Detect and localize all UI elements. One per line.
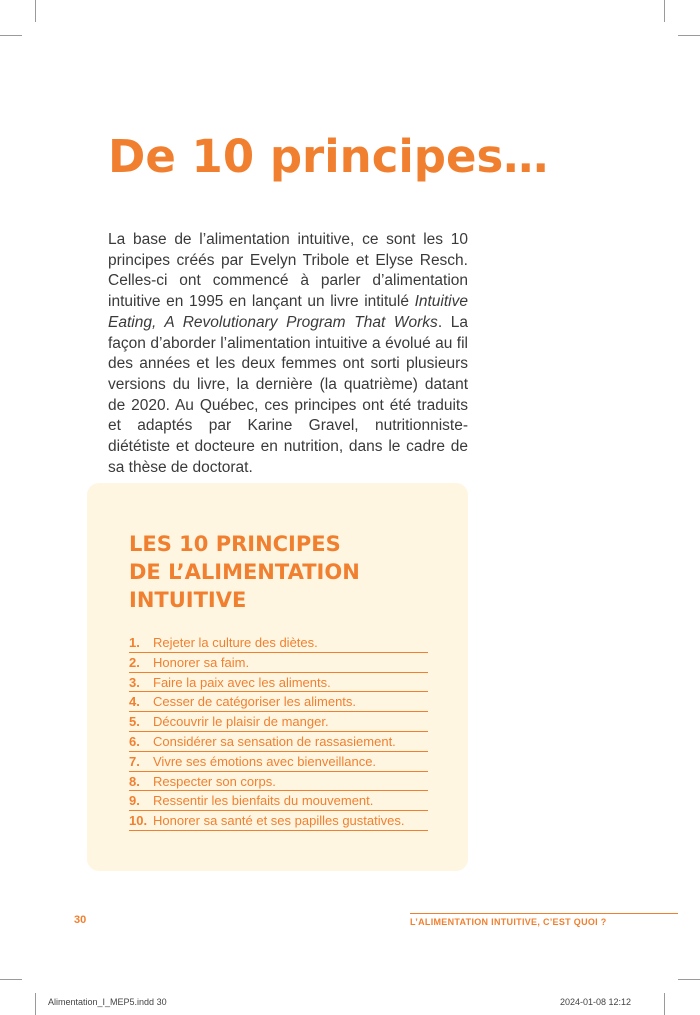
crop-mark-bottom-left-horizontal — [0, 979, 22, 980]
principle-item — [129, 732, 428, 752]
principles-list — [129, 633, 428, 831]
principle-number: 1. — [129, 635, 140, 650]
crop-mark-top-right-vertical — [664, 0, 665, 22]
running-head-rule — [410, 913, 678, 914]
principle-text: Honorer sa faim. — [153, 654, 250, 670]
page-number: 30 — [74, 914, 87, 926]
crop-mark-bottom-left-vertical — [35, 993, 36, 1015]
box-title-line: DE L’ALIMENTATION — [129, 560, 360, 584]
intro-text-part2: . La façon d’aborder l’alimentation intuitive a évolué au fil des années et les deux femmes ont sorti plusieurs versions du livre, la dernière (la quatrième) datant de 2020. Au Québec, ces principes ont été traduits et adaptés par Karine Gravel, nutritionniste-diététiste et docteure en nutrition, dans le cadre de sa thèse de doctorat. — [108, 313, 469, 476]
intro-paragraph — [108, 230, 468, 478]
principle-text: Découvrir le plaisir de manger. — [153, 714, 329, 730]
principle-item — [129, 811, 428, 831]
principle-number: 5. — [129, 714, 140, 730]
principle-text: Ressentir les bienfaits du mouvement. — [153, 793, 374, 809]
principle-text: Respecter son corps. — [153, 773, 276, 789]
running-head: L’ALIMENTATION INTUITIVE, C’EST QUOI ? — [410, 917, 607, 927]
principle-number: 6. — [129, 733, 140, 749]
crop-mark-bottom-right-horizontal — [678, 979, 700, 980]
intro-text-part1: La base de l’alimentation intuitive, ce sont les 10 principes créés par Evelyn Tribole et Elyse Resch. Celles-ci ont commencé à parler d’alimentation intuitive en 1995 en lançant un livre intitulé — [108, 231, 468, 311]
principle-item — [129, 712, 428, 732]
principle-text: Rejeter la culture des diètes. — [153, 635, 318, 650]
principle-number: 3. — [129, 674, 140, 690]
principle-text: Considérer sa sensation de rassasiement. — [153, 733, 396, 749]
principle-number: 2. — [129, 654, 140, 670]
intro-book-title: Intuitive Eating, A Revolutionary Program That Works — [108, 293, 468, 331]
principle-number: 4. — [129, 694, 140, 710]
crop-mark-top-right-horizontal — [678, 35, 700, 36]
principle-item — [129, 633, 428, 653]
slug-file-name: Alimentation_I_MEP5.indd 30 — [48, 997, 167, 1007]
box-title-line: LES 10 PRINCIPES — [129, 532, 341, 556]
principle-item — [129, 692, 428, 712]
principle-number: 7. — [129, 753, 140, 769]
page-heading: De 10 principes… — [108, 130, 549, 183]
principle-text: Vivre ses émotions avec bienveillance. — [153, 753, 377, 769]
principle-number: 9. — [129, 793, 140, 809]
crop-mark-bottom-right-vertical — [664, 993, 665, 1015]
principle-text: Cesser de catégoriser les aliments. — [153, 694, 357, 710]
box-title-line: INTUITIVE — [129, 588, 247, 612]
principle-text: Faire la paix avec les aliments. — [153, 674, 331, 690]
principle-item — [129, 653, 428, 673]
crop-mark-top-left-horizontal — [0, 35, 22, 36]
principle-item — [129, 772, 428, 792]
principle-item — [129, 791, 428, 811]
principles-box-title — [129, 530, 360, 614]
principle-number: 8. — [129, 773, 140, 789]
principle-number: 10. — [129, 813, 148, 829]
principle-item — [129, 673, 428, 693]
crop-mark-top-left-vertical — [35, 0, 36, 22]
principle-text: Honorer sa santé et ses papilles gustatives. — [153, 813, 405, 829]
slug-timestamp: 2024-01-08 12:12 — [560, 997, 632, 1007]
principle-item — [129, 752, 428, 772]
